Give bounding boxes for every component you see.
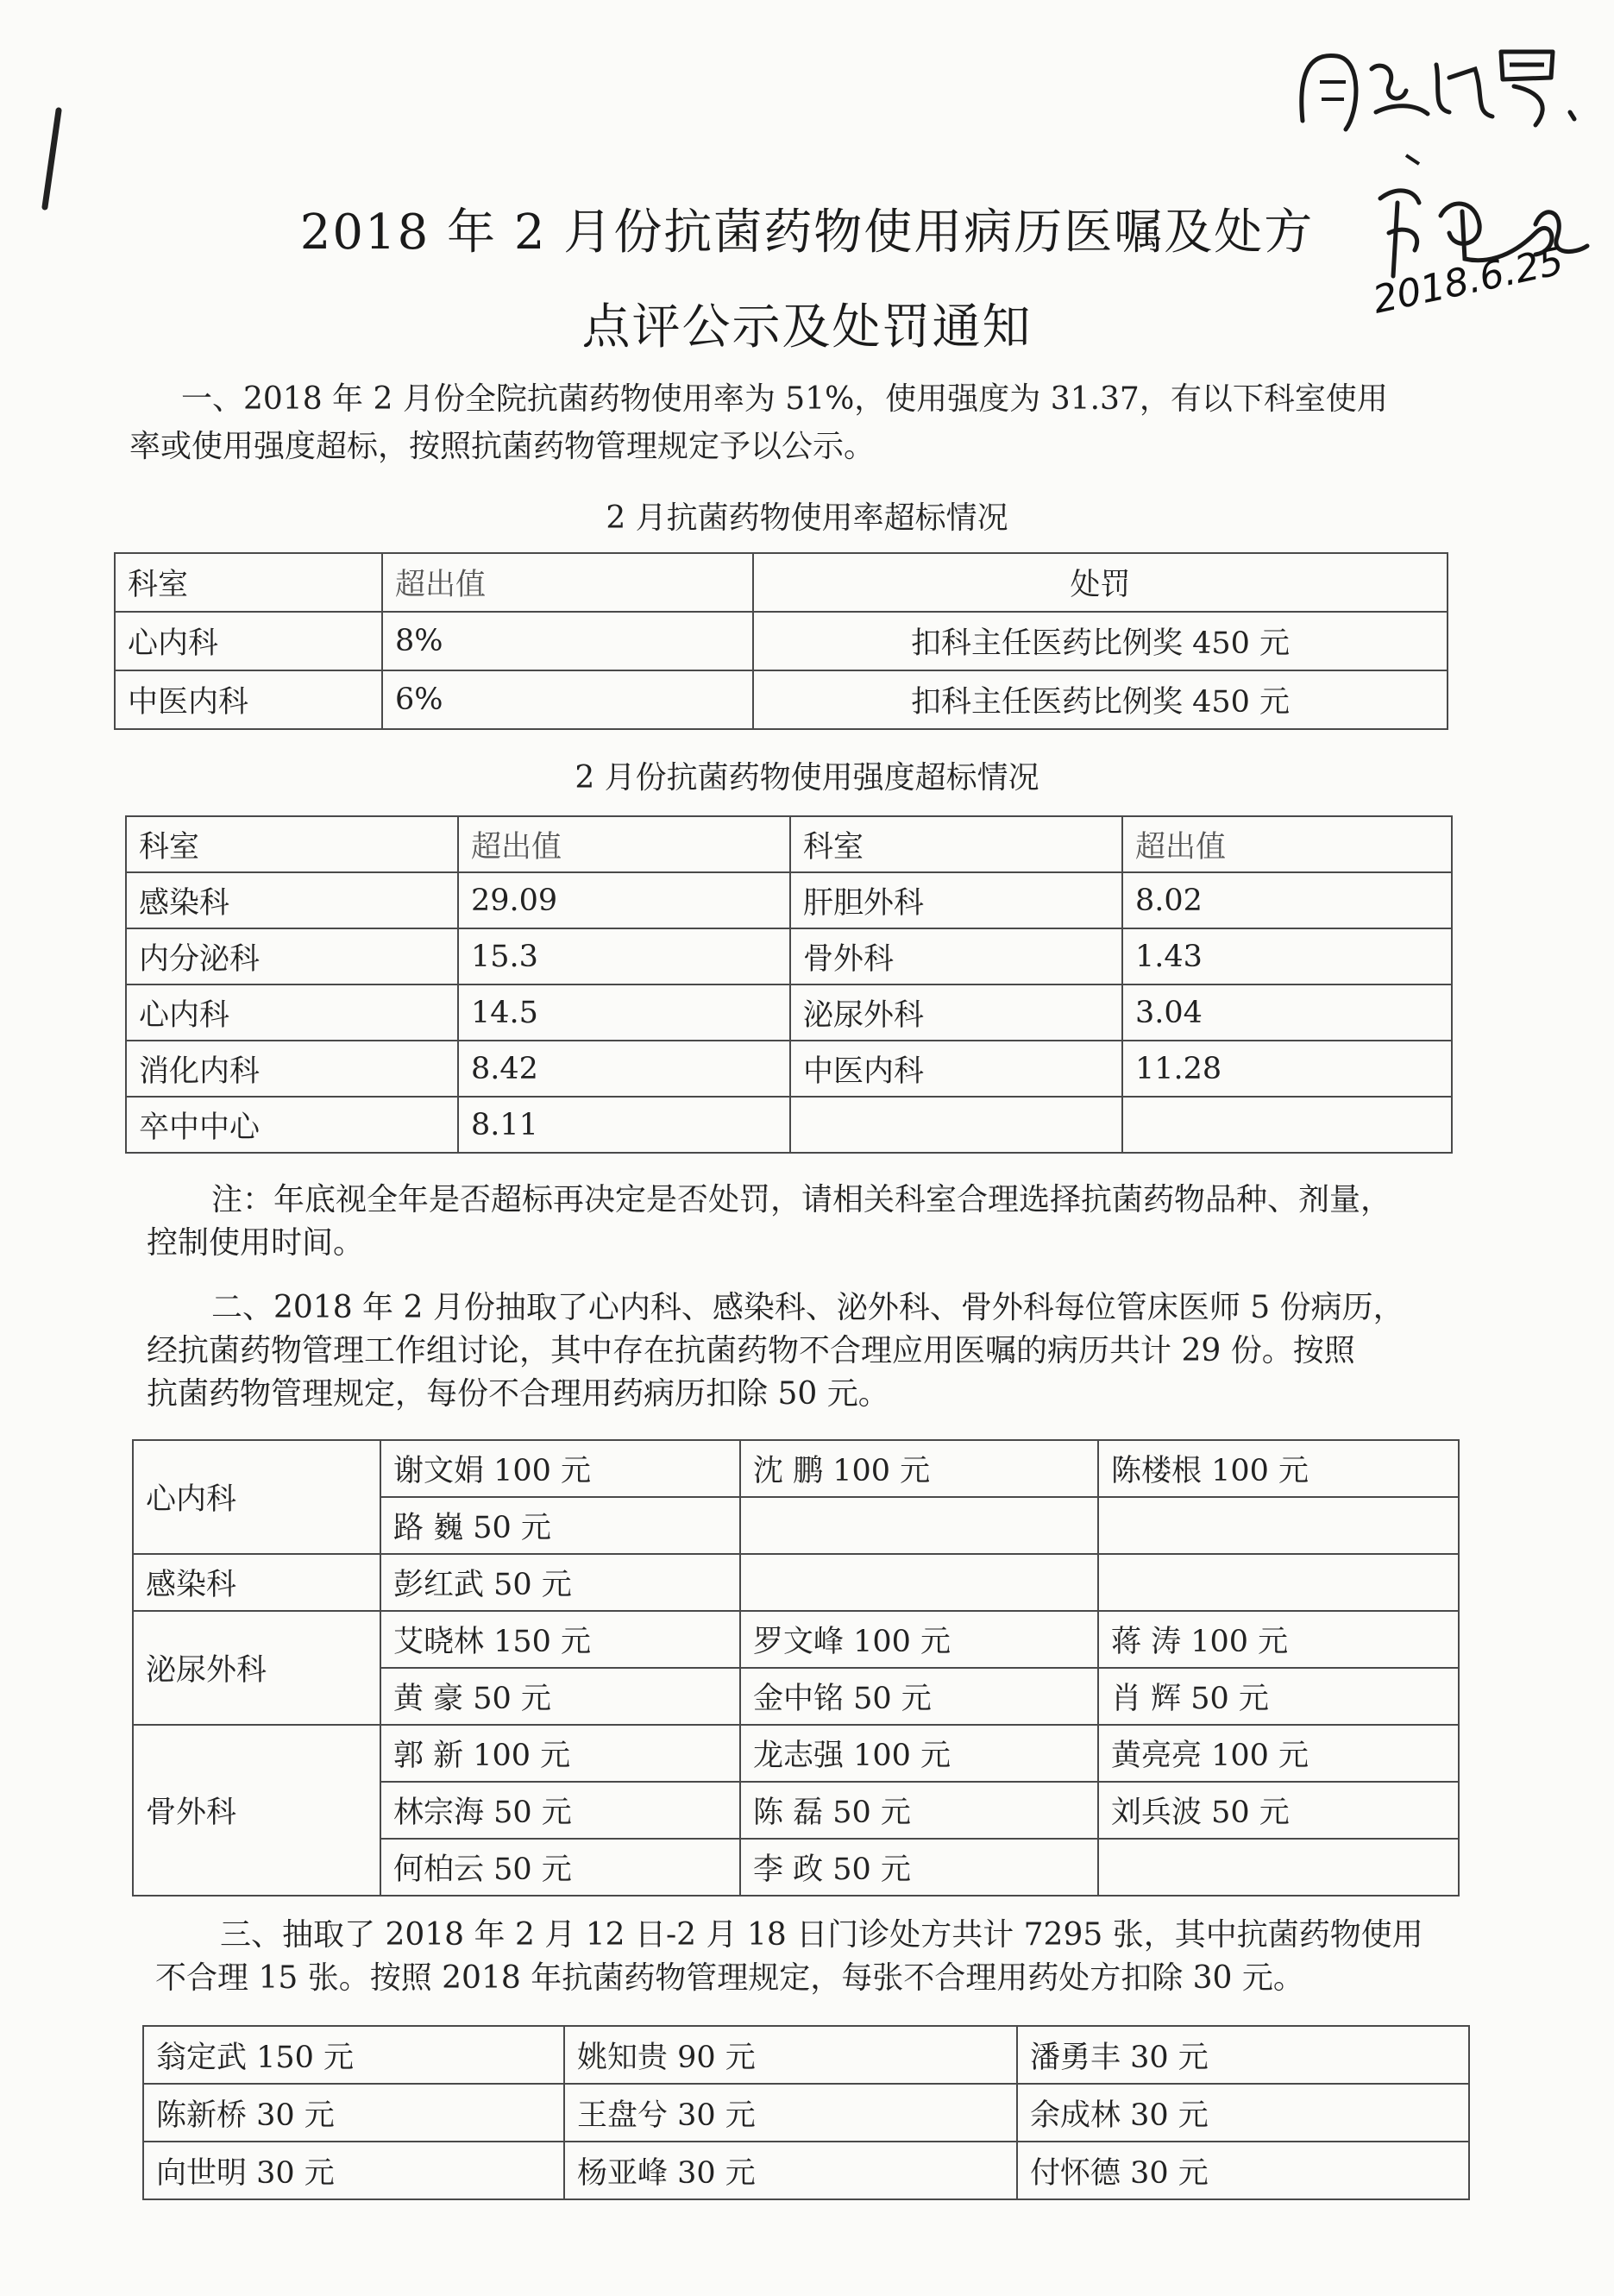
- section2-paragraph-line3: 抗菌药物管理规定，每份不合理用药病历扣除 50 元。: [147, 1376, 889, 1412]
- table-cell: 泌尿外科: [790, 984, 1122, 1041]
- table-cell: [740, 1497, 1098, 1554]
- table-row: [133, 1440, 1459, 1497]
- table-cell: 消化内科: [126, 1041, 458, 1097]
- table-cell: 8.02: [1122, 872, 1452, 928]
- table2-caption: 2 月份抗菌药物使用强度超标情况: [575, 760, 1039, 796]
- table-cell: [1098, 1497, 1459, 1554]
- usage-rate-table: [114, 552, 1448, 730]
- table-cell: [1122, 1097, 1452, 1153]
- table-cell: 扣科主任医药比例奖 450 元: [753, 612, 1448, 670]
- table-header-cell: 超出值: [1122, 816, 1452, 872]
- section2-paragraph-line2: 经抗菌药物管理工作组讨论，其中存在抗菌药物不合理应用医嘱的病历共计 29 份。按照: [147, 1333, 1355, 1368]
- table-cell: 付怀德 30 元: [1017, 2142, 1469, 2199]
- table-cell: 王盘兮 30 元: [564, 2084, 1017, 2142]
- table-cell: 心内科: [115, 612, 382, 670]
- department-cell: 感染科: [133, 1554, 380, 1611]
- table-row: [126, 928, 1452, 984]
- table-row: [133, 1725, 1459, 1782]
- table1-caption: 2 月抗菌药物使用率超标情况: [606, 500, 1008, 536]
- section2-paragraph-line1: 二、2018 年 2 月份抽取了心内科、感染科、泌外科、骨外科每位管床医师 5 份病历，: [211, 1290, 1404, 1325]
- table-cell: 余成林 30 元: [1017, 2084, 1469, 2142]
- table-cell: [790, 1097, 1122, 1153]
- table-row: [126, 984, 1452, 1041]
- table-cell: 翁定武 150 元: [143, 2026, 564, 2084]
- table-header-cell: 超出值: [458, 816, 790, 872]
- table-row: [143, 2142, 1469, 2199]
- table-header-cell: 科室: [790, 816, 1122, 872]
- table-cell: 龙志强 100 元: [740, 1725, 1098, 1782]
- table-cell: 14.5: [458, 984, 790, 1041]
- table-cell: 姚知贵 90 元: [564, 2026, 1017, 2084]
- table-cell: [1098, 1839, 1459, 1896]
- table-cell: 骨外科: [790, 928, 1122, 984]
- department-cell: 骨外科: [133, 1725, 380, 1896]
- section1-paragraph-line1: 一、2018 年 2 月份全院抗菌药物使用率为 51%，使用强度为 31.37，有以下科室使用: [181, 381, 1388, 417]
- table-cell: 向世明 30 元: [143, 2142, 564, 2199]
- table-cell: 3.04: [1122, 984, 1452, 1041]
- table-cell: 29.09: [458, 872, 790, 928]
- table-cell: 杨亚峰 30 元: [564, 2142, 1017, 2199]
- table-cell: 谢文娟 100 元: [380, 1440, 740, 1497]
- department-cell: 心内科: [133, 1440, 380, 1554]
- section1-note-line1: 注：年底视全年是否超标再决定是否处罚，请相关科室合理选择抗菌药物品种、剂量，: [211, 1182, 1392, 1217]
- table-cell: 扣科主任医药比例奖 450 元: [753, 670, 1448, 729]
- table-cell: [740, 1554, 1098, 1611]
- table-row: [126, 1097, 1452, 1153]
- table-cell: 中医内科: [115, 670, 382, 729]
- table-cell: 路 巍 50 元: [380, 1497, 740, 1554]
- table-header-cell: 处罚: [753, 553, 1448, 612]
- table-row: [126, 1041, 1452, 1097]
- usage-intensity-table: [125, 815, 1453, 1154]
- table-cell: 8.11: [458, 1097, 790, 1153]
- table-row: [143, 2084, 1469, 2142]
- table-header-cell: 超出值: [382, 553, 753, 612]
- table-row: [143, 2026, 1469, 2084]
- table-cell: 金中铭 50 元: [740, 1668, 1098, 1725]
- table-cell: 15.3: [458, 928, 790, 984]
- table-cell: 内分泌科: [126, 928, 458, 984]
- department-cell: 泌尿外科: [133, 1611, 380, 1725]
- document-title-line1: 2018 年 2 月份抗菌药物使用病历医嘱及处方: [299, 204, 1315, 261]
- table-cell: 罗文峰 100 元: [740, 1611, 1098, 1668]
- table-cell: 林宗海 50 元: [380, 1782, 740, 1839]
- table-cell: 陈楼根 100 元: [1098, 1440, 1459, 1497]
- table-header-cell: 科室: [115, 553, 382, 612]
- table-cell: 沈 鹏 100 元: [740, 1440, 1098, 1497]
- table-cell: 6%: [382, 670, 753, 729]
- table-cell: 中医内科: [790, 1041, 1122, 1097]
- table-cell: 黄亮亮 100 元: [1098, 1725, 1459, 1782]
- section1-note-line2: 控制使用时间。: [147, 1225, 365, 1261]
- handwritten-date: 2018.6.25: [1369, 239, 1567, 323]
- table-cell: 心内科: [126, 984, 458, 1041]
- table-cell: 黄 豪 50 元: [380, 1668, 740, 1725]
- table-cell: 陈 磊 50 元: [740, 1782, 1098, 1839]
- table-row: [115, 670, 1448, 729]
- table-cell: 1.43: [1122, 928, 1452, 984]
- table-cell: 彭红武 50 元: [380, 1554, 740, 1611]
- table-row: [115, 612, 1448, 670]
- section1-paragraph-line2: 率或使用强度超标，按照抗菌药物管理规定予以公示。: [129, 429, 876, 464]
- table-header-cell: 科室: [126, 816, 458, 872]
- table-cell: 刘兵波 50 元: [1098, 1782, 1459, 1839]
- table-cell: 艾晓林 150 元: [380, 1611, 740, 1668]
- document-title-line2: 点评公示及处罚通知: [581, 299, 1033, 355]
- table-cell: 8.42: [458, 1041, 790, 1097]
- table-cell: 8%: [382, 612, 753, 670]
- table-cell: 潘勇丰 30 元: [1017, 2026, 1469, 2084]
- section3-paragraph-line2: 不合理 15 张。按照 2018 年抗菌药物管理规定，每张不合理用药处方扣除 30 元。: [155, 1960, 1304, 1996]
- table-cell: 11.28: [1122, 1041, 1452, 1097]
- table-cell: 卒中中心: [126, 1097, 458, 1153]
- inpatient-penalty-table: [132, 1439, 1460, 1897]
- table-cell: 蒋 涛 100 元: [1098, 1611, 1459, 1668]
- table-cell: 肝胆外科: [790, 872, 1122, 928]
- table-cell: 李 政 50 元: [740, 1839, 1098, 1896]
- table-cell: 肖 辉 50 元: [1098, 1668, 1459, 1725]
- table-cell: 陈新桥 30 元: [143, 2084, 564, 2142]
- table-row: [133, 1554, 1459, 1611]
- table-cell: 感染科: [126, 872, 458, 928]
- table-row: [126, 872, 1452, 928]
- table-cell: [1098, 1554, 1459, 1611]
- table-row: [133, 1611, 1459, 1668]
- section3-paragraph-line1: 三、抽取了 2018 年 2 月 12 日-2 月 18 日门诊处方共计 7295 张，其中抗菌药物使用: [220, 1917, 1423, 1953]
- table-cell: 郭 新 100 元: [380, 1725, 740, 1782]
- table-cell: 何柏云 50 元: [380, 1839, 740, 1896]
- outpatient-penalty-table: [142, 2025, 1470, 2200]
